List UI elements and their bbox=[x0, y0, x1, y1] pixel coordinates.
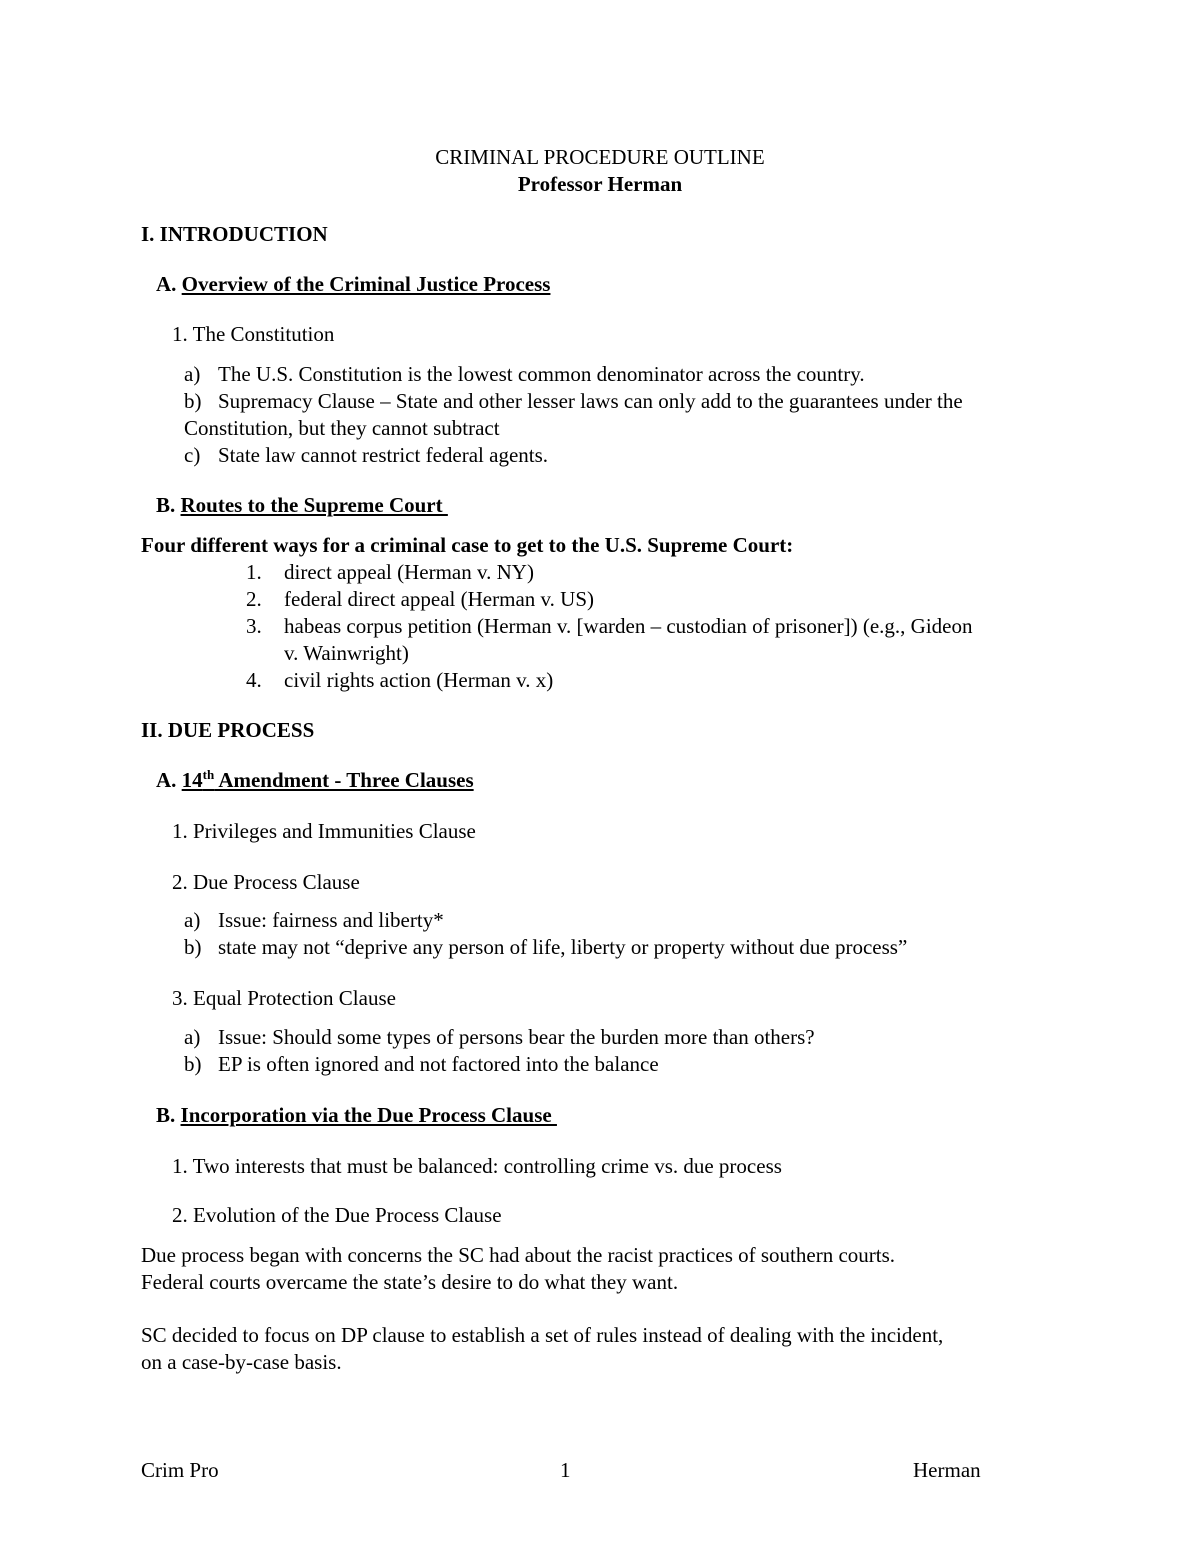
route-item-3 bbox=[246, 613, 973, 640]
footer-right: Herman bbox=[913, 1458, 981, 1482]
subsection-title: Routes to the Supreme Court bbox=[180, 493, 448, 517]
subsection-heading-overview bbox=[156, 271, 550, 298]
route-marker: 4. bbox=[246, 668, 262, 692]
amendment-number: 14 bbox=[181, 768, 203, 792]
subsection-heading-incorporation bbox=[156, 1102, 557, 1129]
route-marker: 3. bbox=[246, 614, 262, 638]
document-title: CRIMINAL PROCEDURE OUTLINE bbox=[435, 145, 765, 169]
document-subtitle: Professor Herman bbox=[517, 172, 683, 196]
footer-page-number: 1 bbox=[560, 1458, 571, 1482]
point-text: State law cannot restrict federal agents. bbox=[218, 443, 549, 467]
routes-lead-text: Four different ways for a criminal case to get to the U.S. Supreme Court: bbox=[141, 533, 794, 557]
section-heading-due-process: II. DUE PROCESS bbox=[141, 718, 315, 742]
outline-item-privileges: 1. Privileges and Immunities Clause bbox=[172, 819, 476, 843]
outline-point-b bbox=[184, 1051, 659, 1078]
route-text: direct appeal (Herman v. NY) bbox=[284, 560, 534, 584]
outline-point-b bbox=[184, 934, 907, 961]
point-marker: b) bbox=[184, 935, 202, 959]
subsection-prefix: A. bbox=[156, 768, 177, 792]
point-text: Supremacy Clause – State and other lesser laws can only add to the guarantees under the bbox=[218, 389, 963, 413]
point-marker: b) bbox=[184, 1052, 202, 1076]
point-text: state may not “deprive any person of life, liberty or property without due process” bbox=[218, 935, 908, 959]
outline-item-evolution: 2. Evolution of the Due Process Clause bbox=[172, 1203, 502, 1227]
section-heading-introduction: I. INTRODUCTION bbox=[141, 222, 328, 246]
point-marker: c) bbox=[184, 443, 201, 467]
subsection-title bbox=[182, 768, 474, 792]
route-item-3-continued: v. Wainwright) bbox=[284, 641, 409, 665]
subsection-heading-14th-amendment bbox=[156, 767, 474, 794]
outline-item-due-process-clause: 2. Due Process Clause bbox=[172, 870, 360, 894]
outline-point-b-continued: Constitution, but they cannot subtract bbox=[184, 416, 500, 440]
subsection-prefix: A. bbox=[156, 272, 177, 296]
point-marker: b) bbox=[184, 389, 202, 413]
route-item-1 bbox=[246, 559, 534, 586]
paragraph-line: SC decided to focus on DP clause to establish a set of rules instead of dealing with the incident, bbox=[141, 1323, 944, 1347]
paragraph-line: on a case-by-case basis. bbox=[141, 1350, 342, 1374]
paragraph-line: Federal courts overcame the state’s desire to do what they want. bbox=[141, 1270, 679, 1294]
subsection-prefix: B. bbox=[156, 1103, 176, 1127]
route-text: civil rights action (Herman v. x) bbox=[284, 668, 554, 692]
amendment-ordinal-suffix: th bbox=[202, 767, 215, 782]
route-item-2 bbox=[246, 586, 594, 613]
route-marker: 2. bbox=[246, 587, 262, 611]
subsection-heading-routes bbox=[156, 492, 448, 519]
outline-item-equal-protection: 3. Equal Protection Clause bbox=[172, 986, 396, 1010]
route-item-4 bbox=[246, 667, 553, 694]
outline-point-b bbox=[184, 388, 963, 415]
outline-point-a bbox=[184, 1024, 815, 1051]
outline-item-two-interests: 1. Two interests that must be balanced: controlling crime vs. due process bbox=[172, 1154, 782, 1178]
point-text: EP is often ignored and not factored into the balance bbox=[218, 1052, 659, 1076]
outline-point-a bbox=[184, 907, 444, 934]
paragraph-line: Due process began with concerns the SC had about the racist practices of southern courts. bbox=[141, 1243, 896, 1267]
footer-left: Crim Pro bbox=[141, 1458, 219, 1482]
subsection-title: Overview of the Criminal Justice Process bbox=[181, 272, 551, 296]
point-marker: a) bbox=[184, 908, 201, 932]
point-marker: a) bbox=[184, 1025, 201, 1049]
point-text: Issue: fairness and liberty* bbox=[218, 908, 444, 932]
outline-item-constitution: 1. The Constitution bbox=[172, 322, 335, 346]
point-text: Issue: Should some types of persons bear the burden more than others? bbox=[218, 1025, 815, 1049]
point-text: The U.S. Constitution is the lowest common denominator across the country. bbox=[218, 362, 865, 386]
amendment-title-rest: Amendment - Three Clauses bbox=[214, 768, 474, 792]
subsection-prefix: B. bbox=[156, 493, 176, 517]
point-marker: a) bbox=[184, 362, 201, 386]
route-text: federal direct appeal (Herman v. US) bbox=[284, 587, 594, 611]
subsection-title: Incorporation via the Due Process Clause bbox=[180, 1103, 557, 1127]
route-marker: 1. bbox=[246, 560, 262, 584]
outline-point-c bbox=[184, 442, 548, 469]
outline-point-a bbox=[184, 361, 865, 388]
route-text: habeas corpus petition (Herman v. [warden – custodian of prisoner]) (e.g., Gideon bbox=[284, 614, 973, 638]
